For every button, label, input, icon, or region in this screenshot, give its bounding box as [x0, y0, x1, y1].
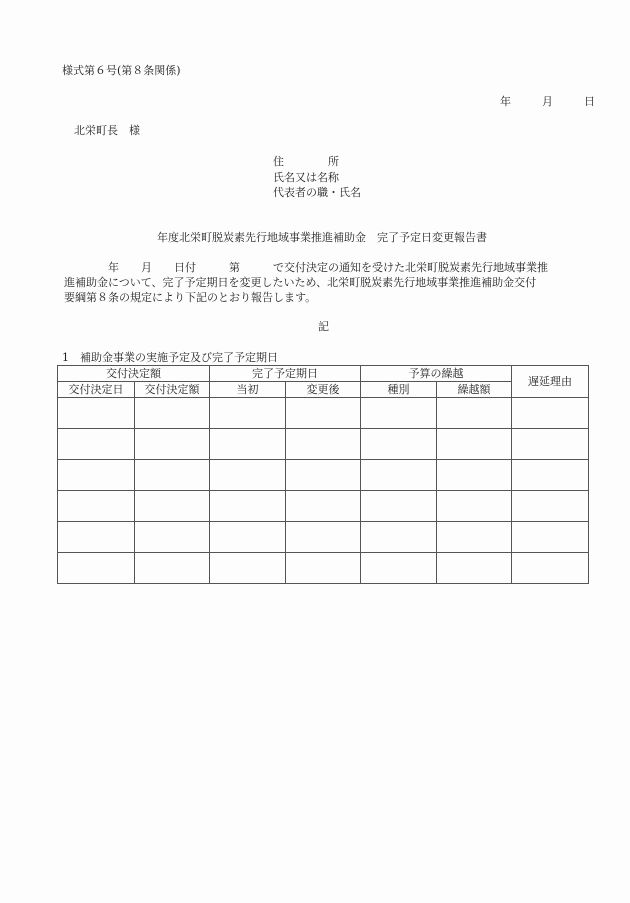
cell[interactable] [58, 522, 135, 553]
document-title: 年度北栄町脱炭素先行地域事業推進補助金 完了予定日変更報告書 [157, 231, 487, 244]
cell[interactable] [286, 429, 361, 460]
date-month: 月 [542, 95, 553, 108]
cell[interactable] [361, 522, 437, 553]
body-line-1: 年 月 日付 第 で交付決定の通知を受けた北栄町脱炭素先行地域事業推 [108, 261, 548, 274]
body-line-3: 要綱第８条の規定により下記のとおり報告します。 [64, 291, 317, 304]
date-day: 日 [584, 95, 595, 108]
cell[interactable] [210, 553, 286, 584]
cell[interactable] [361, 553, 437, 584]
cell[interactable] [361, 429, 437, 460]
cell[interactable] [58, 491, 135, 522]
table-row [58, 429, 589, 460]
header-completion-date: 完了予定期日 [210, 366, 361, 382]
cell[interactable] [361, 460, 437, 491]
cell[interactable] [512, 460, 589, 491]
name-label: 氏名又は名称 [273, 170, 339, 184]
cell[interactable] [58, 553, 135, 584]
schedule-table [57, 365, 589, 584]
form-number: 様式第６号(第８条関係) [62, 64, 181, 77]
cell[interactable] [512, 491, 589, 522]
table-row [58, 553, 589, 584]
cell[interactable] [135, 398, 210, 429]
cell[interactable] [286, 398, 361, 429]
cell[interactable] [135, 491, 210, 522]
address-label: 住 所 [273, 155, 339, 168]
cell[interactable] [437, 460, 512, 491]
header-decision-amount: 交付決定額 [135, 382, 210, 398]
cell[interactable] [135, 553, 210, 584]
header-initial: 当初 [210, 382, 286, 398]
cell[interactable] [58, 429, 135, 460]
cell[interactable] [437, 398, 512, 429]
cell[interactable] [210, 398, 286, 429]
table-row [58, 460, 589, 491]
cell[interactable] [210, 491, 286, 522]
body-paragraph [64, 260, 548, 305]
representative-label: 代表者の職・氏名 [273, 186, 361, 199]
date-line [500, 95, 595, 109]
cell[interactable] [512, 429, 589, 460]
table-row [58, 398, 589, 429]
cell[interactable] [437, 553, 512, 584]
cell[interactable] [210, 429, 286, 460]
cell[interactable] [135, 460, 210, 491]
cell[interactable] [361, 491, 437, 522]
cell[interactable] [135, 429, 210, 460]
cell[interactable] [210, 522, 286, 553]
cell[interactable] [512, 522, 589, 553]
date-year: 年 [500, 95, 511, 108]
table-row [58, 522, 589, 553]
header-type: 種別 [361, 382, 437, 398]
cell[interactable] [286, 460, 361, 491]
table-header-row-1 [58, 366, 589, 382]
table-header-row-2 [58, 382, 589, 398]
section-heading: 1 補助金事業の実施予定及び完了予定期日 [62, 351, 278, 364]
header-budget-carryover: 予算の繰越 [361, 366, 512, 382]
header-changed: 変更後 [286, 382, 361, 398]
cell[interactable] [135, 522, 210, 553]
cell[interactable] [58, 398, 135, 429]
sender-block [273, 154, 361, 201]
header-grant-amount: 交付決定額 [58, 366, 210, 382]
cell[interactable] [437, 522, 512, 553]
header-decision-date: 交付決定日 [58, 382, 135, 398]
body-line-2: 進補助金について、完了予定期日を変更したいため、北栄町脱炭素先行地域事業推進補助金交付 [64, 276, 537, 289]
cell[interactable] [512, 553, 589, 584]
cell[interactable] [512, 398, 589, 429]
cell[interactable] [286, 491, 361, 522]
table-row [58, 491, 589, 522]
header-carryover-amount: 繰越額 [437, 382, 512, 398]
cell[interactable] [210, 460, 286, 491]
cell[interactable] [437, 491, 512, 522]
cell[interactable] [58, 460, 135, 491]
cell[interactable] [361, 398, 437, 429]
cell[interactable] [286, 522, 361, 553]
addressee: 北栄町長 様 [74, 124, 140, 137]
ki-heading: 記 [318, 320, 329, 333]
cell[interactable] [437, 429, 512, 460]
cell[interactable] [286, 553, 361, 584]
header-delay-reason: 遅延理由 [512, 366, 589, 398]
